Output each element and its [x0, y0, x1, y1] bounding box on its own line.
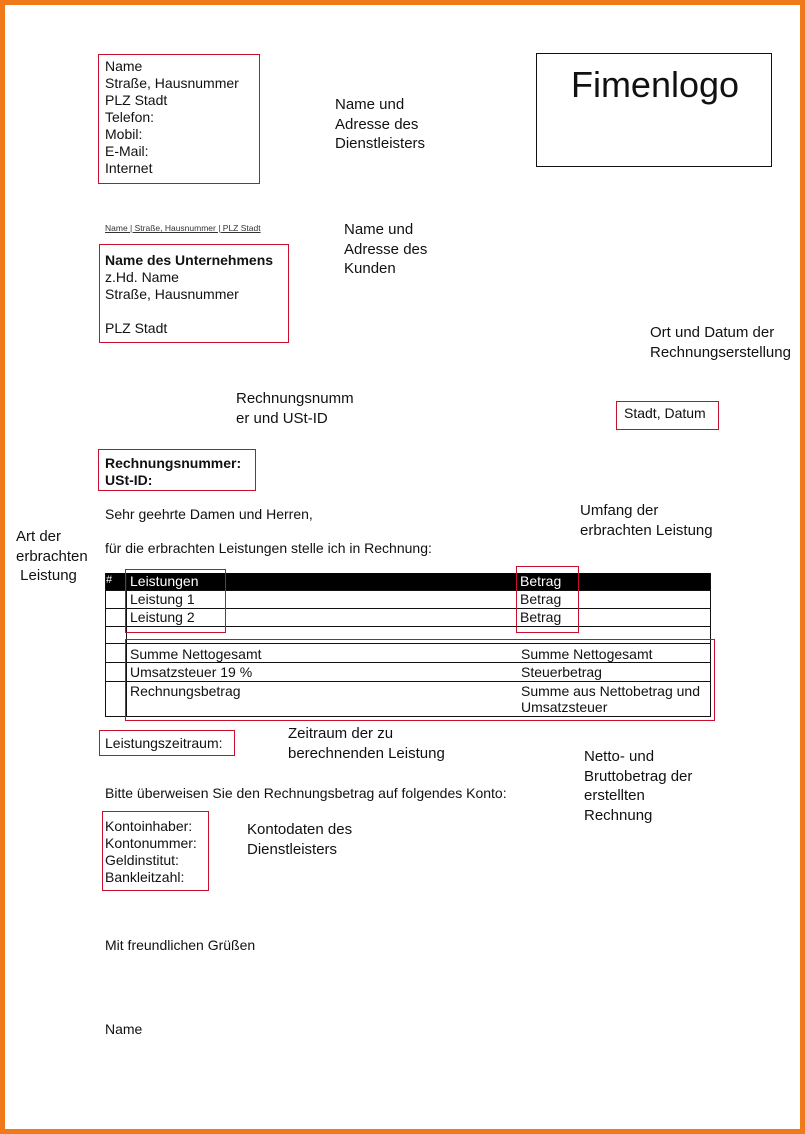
intro-text: für die erbrachten Leistungen stelle ich in Rechnung: — [105, 540, 432, 556]
table-row-amount: Betrag — [520, 609, 562, 625]
sender-address — [105, 58, 239, 177]
transfer-instruction: Bitte überweisen Sie den Rechnungsbetrag auf folgendes Konto: — [105, 785, 507, 801]
table-header-amount: Betrag — [520, 573, 562, 589]
annotation-provider-address: Name und Adresse des Dienstleisters — [335, 96, 426, 152]
sender-line: E-Mail: — [105, 143, 149, 159]
table-header-service: Leistungen — [130, 573, 199, 589]
sender-line: Straße, Hausnummer — [105, 75, 239, 91]
services-highlight-box — [125, 569, 226, 633]
bank-detail-line: Kontonummer: — [105, 835, 197, 851]
totals-gross-label: Rechnungsbetrag — [130, 683, 241, 699]
sender-line: PLZ Stadt — [105, 92, 168, 108]
totals-vat-value: Steuerbetrag — [521, 664, 602, 680]
place-date: Stadt, Datum — [624, 405, 706, 421]
annotation-bank-data: Kontodaten des Dienstleisters — [247, 821, 353, 858]
totals-net-label: Summe Nettogesamt — [130, 646, 262, 662]
bank-detail-line: Bankleitzahl: — [105, 869, 185, 885]
table-rule-vertical — [105, 573, 106, 717]
vat-id-label: USt-ID: — [105, 472, 153, 488]
salutation: Sehr geehrte Damen und Herren, — [105, 506, 313, 522]
recipient-attention: z.Hd. Name — [105, 269, 179, 285]
table-row-service: Leistung 2 — [130, 609, 195, 625]
annotation-period: Zeitraum der zu berechnenden Leistung — [288, 725, 445, 762]
invoice-number-label: Rechnungsnummer: — [105, 455, 242, 471]
logo-placeholder-text: Fimenlogo — [570, 64, 740, 105]
annotation-date-place: Ort und Datum der Rechnungserstellung — [650, 324, 791, 361]
table-row-service: Leistung 1 — [130, 591, 195, 607]
signature-name: Name — [105, 1021, 143, 1037]
totals-highlight-box — [125, 639, 715, 721]
bank-details — [105, 818, 197, 886]
closing-greeting: Mit freundlichen Grüßen — [105, 937, 256, 953]
bank-detail-line: Kontoinhaber: — [105, 818, 193, 834]
annotation-customer-address: Name und Adresse des Kunden — [344, 221, 428, 277]
service-period-label: Leistungszeitraum: — [105, 735, 223, 751]
bank-detail-line: Geldinstitut: — [105, 852, 179, 868]
totals-gross-value: Summe aus Nettobetrag und Umsatzsteuer — [521, 683, 700, 715]
table-row-amount: Betrag — [520, 591, 562, 607]
sender-line: Internet — [105, 160, 153, 176]
sender-line: Telefon: — [105, 109, 155, 125]
annotation-net-gross: Netto- und Bruttobetrag der erstellten Rechnung — [584, 748, 693, 824]
totals-vat-label: Umsatzsteuer 19 % — [130, 664, 253, 680]
sender-return-line: Name | Straße, Hausnummer | PLZ Stadt — [105, 223, 261, 233]
amount-highlight-box — [516, 566, 579, 633]
sender-line: Name — [105, 58, 143, 74]
sender-line: Mobil: — [105, 126, 143, 142]
totals-net-value: Summe Nettogesamt — [521, 646, 653, 662]
annotation-service-scope: Umfang der erbrachten Leistung — [580, 502, 713, 539]
recipient-company: Name des Unternehmens — [105, 252, 274, 268]
recipient-street: Straße, Hausnummer — [105, 286, 239, 302]
annotation-invoice-number: Rechnungsnumm er und USt-ID — [236, 390, 354, 427]
table-header-num: # — [106, 574, 113, 586]
recipient-city: PLZ Stadt — [105, 320, 168, 336]
logo-box — [536, 53, 772, 167]
annotation-service-type: Art der erbrachten Leistung — [16, 528, 88, 584]
